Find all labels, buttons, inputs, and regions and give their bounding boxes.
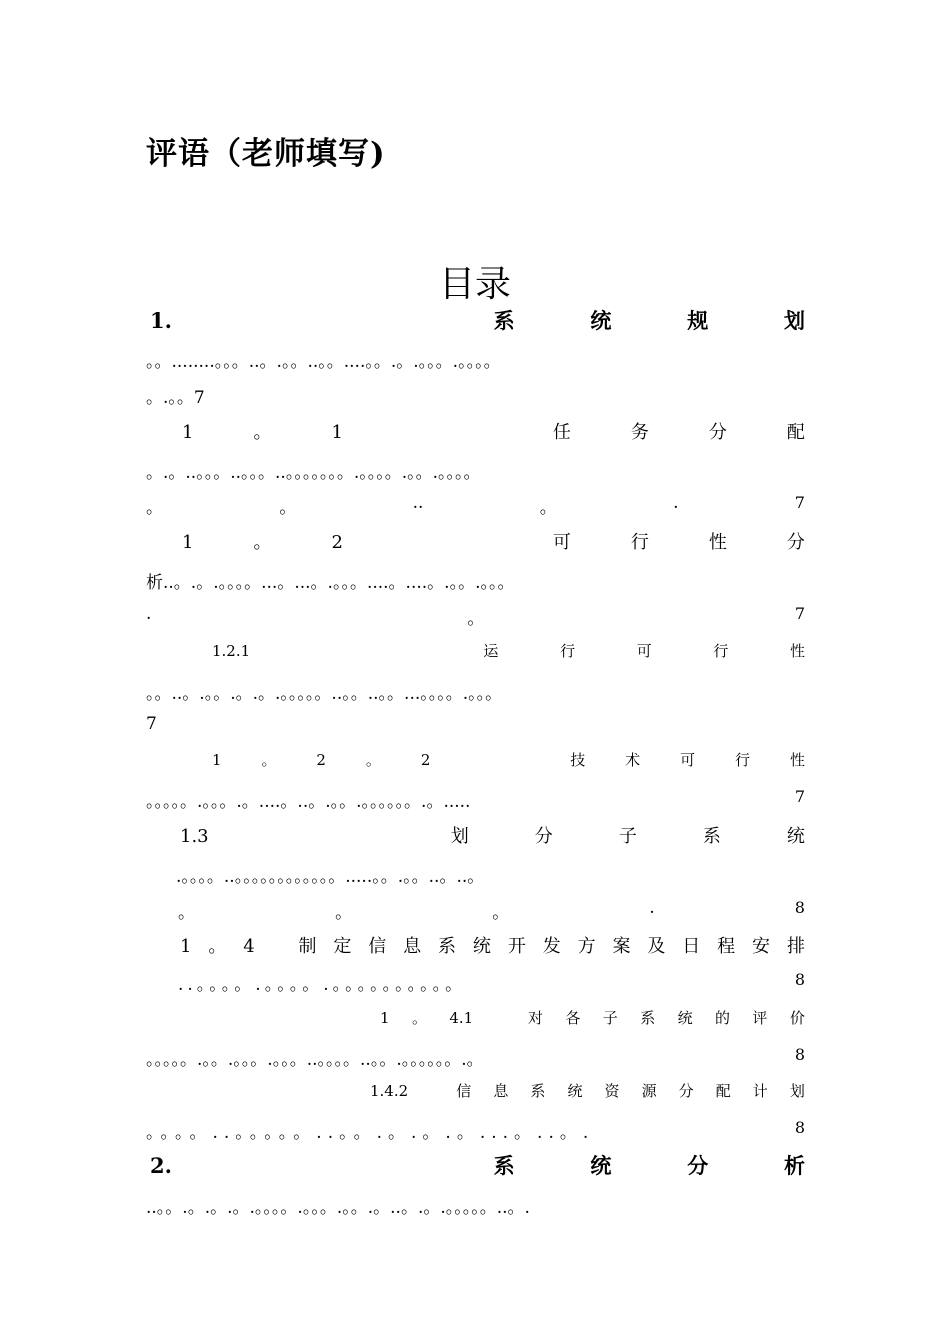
toc-entry-number: 。: [253, 422, 272, 443]
toc-entry-char: 性: [789, 642, 805, 660]
toc-page-number: 8: [794, 1045, 805, 1064]
toc-entry-char: 任: [552, 422, 571, 443]
toc-entry-char: 务: [630, 422, 649, 443]
toc-dot: 。: [492, 903, 510, 923]
toc-entry-number: 。: [411, 1009, 427, 1027]
toc-leader-dots: ..。。。。.。。。。.。。。。。。。。。。: [178, 975, 467, 995]
toc-entry-char: 信: [368, 936, 387, 957]
toc-entry-char: 统: [786, 826, 805, 847]
toc-dot: 。: [467, 609, 485, 629]
toc-leader-dots: 。.。..。。。..。。。..。。。。。。。.。。。。.。。.。。。。: [146, 463, 481, 483]
toc-entry-char: 统: [567, 1082, 583, 1100]
toc-entry-char: 安: [752, 936, 771, 957]
toc-entry-char: 定: [333, 936, 352, 957]
toc-entry-char: 及: [647, 936, 666, 957]
toc-leader-dots-row: [146, 1118, 805, 1143]
toc-entry-char: 分: [678, 1082, 694, 1100]
toc-entry-char: 行: [713, 642, 729, 660]
toc-title: 目录: [438, 264, 511, 305]
toc-entry-char: 分: [786, 532, 805, 553]
toc-entry-char: 统: [677, 1009, 693, 1027]
toc-leader-dots-row: [146, 1045, 805, 1070]
toc-entry-1-2[interactable]: [182, 528, 805, 554]
toc-entry-char: 配: [715, 1082, 731, 1100]
toc-leader-dots-row: [146, 787, 805, 812]
toc-entry-char: 规: [687, 308, 709, 333]
toc-entry-char: 统: [590, 1153, 612, 1178]
toc-entry-char: 息: [493, 1082, 509, 1100]
toc-entry-number: 1.4.2: [370, 1082, 409, 1100]
toc-dot: 。: [178, 903, 195, 923]
toc-dot: 。: [539, 498, 557, 518]
toc-entry-number: 1.2.1: [212, 642, 251, 660]
toc-entry-char: 资: [604, 1082, 620, 1100]
toc-entry-char: 可: [636, 642, 652, 660]
toc-entry-char: 系: [702, 826, 721, 847]
toc-entry-char: 系: [438, 936, 457, 957]
toc-entry-1-4-1[interactable]: [380, 1007, 805, 1028]
toc-entry-char: 评: [752, 1009, 768, 1027]
toc-leader-dots: 。。........。。。..。.。。..。。....。。.。.。。。.。。。。: [146, 352, 501, 372]
toc-entry-char: 系: [640, 1009, 656, 1027]
toc-entry-number: 。: [253, 532, 272, 553]
toc-dot: .: [673, 493, 679, 513]
toc-entry-number: 。: [208, 936, 227, 957]
toc-entry-2-title[interactable]: [150, 1150, 805, 1180]
toc-page-number: 7: [146, 714, 157, 734]
toc-page-number: 7: [794, 604, 805, 623]
toc-entry-char: 系: [493, 308, 515, 333]
toc-entry-number: 1: [180, 936, 192, 957]
toc-dot: 。: [335, 903, 353, 923]
toc-dot: 。: [146, 498, 163, 518]
toc-entry-char: 案: [612, 936, 631, 957]
toc-entry-1-1[interactable]: [182, 418, 805, 444]
toc-entry-1-3[interactable]: [180, 822, 805, 848]
toc-leader-dots-row: [146, 493, 805, 518]
toc-dot: .: [649, 898, 655, 918]
toc-entry-1-2-1[interactable]: [212, 640, 805, 661]
comment-heading: 评语（老师填写): [146, 136, 386, 172]
toc-dot: 。: [279, 498, 297, 518]
toc-entry-char: 程: [717, 936, 736, 957]
toc-entry-char: 排: [786, 936, 805, 957]
toc-entry-char: 的: [715, 1009, 731, 1027]
toc-dot: .: [146, 604, 152, 624]
toc-entry-1-4-2[interactable]: [370, 1080, 805, 1101]
toc-entry-char: 统: [590, 308, 612, 333]
toc-entry-char: 性: [789, 751, 805, 769]
toc-entry-char: 行: [735, 751, 751, 769]
toc-entry-number: 2.: [150, 1153, 172, 1178]
toc-entry-char: 行: [560, 642, 576, 660]
toc-entry-number: 1: [380, 1009, 390, 1027]
toc-leader-dots: .。。。。..。。。。。。。。。。。。.....。。.。。..。..。: [176, 867, 485, 887]
toc-entry-char: 运: [483, 642, 499, 660]
toc-entry-number: 。: [261, 751, 277, 769]
toc-entry-number: 2: [420, 751, 431, 769]
toc-page-number: 。.。。7: [146, 388, 205, 408]
toc-entry-number: 1: [331, 422, 343, 443]
toc-entry-char: 开: [507, 936, 526, 957]
toc-leader-dots: 。。。。..。。。。。..。。.。.。.。...。..。.: [146, 1123, 595, 1143]
toc-entry-number: 4: [243, 936, 255, 957]
toc-entry-char: 制: [298, 936, 317, 957]
toc-entry-char: 日: [682, 936, 701, 957]
toc-entry-number: 1.3: [180, 826, 209, 847]
toc-entry-1-title[interactable]: [150, 305, 805, 335]
toc-entry-char: 方: [577, 936, 596, 957]
toc-entry-char: 术: [625, 751, 641, 769]
toc-dot: ..: [412, 493, 424, 513]
toc-entry-char: 系: [493, 1153, 515, 1178]
toc-entry-number: 2: [331, 532, 343, 553]
toc-entry-char: 分: [534, 826, 553, 847]
toc-entry-number: 4.1: [449, 1009, 474, 1027]
toc-entry-char: 子: [618, 826, 637, 847]
toc-page-number: 7: [794, 787, 805, 806]
toc-entry-1-2-2[interactable]: [212, 749, 805, 770]
toc-entry-char: 各: [565, 1009, 581, 1027]
toc-entry-char: 分: [708, 422, 727, 443]
toc-entry-char: 划: [789, 1082, 805, 1100]
toc-entry-char: 配: [786, 422, 805, 443]
toc-page-number: 8: [794, 898, 805, 917]
toc-entry-number: 。: [365, 751, 381, 769]
toc-entry-number: 1: [182, 532, 194, 553]
toc-entry-char: 信: [456, 1082, 472, 1100]
toc-entry-char: 计: [752, 1082, 768, 1100]
toc-entry-char: 对: [527, 1009, 543, 1027]
toc-entry-char: 划: [784, 308, 805, 333]
toc-entry-char: 发: [542, 936, 561, 957]
toc-leader-dots: 。。。。。.。。。.。....。..。.。。.。。。。。。.。.....: [146, 792, 471, 812]
toc-entry-char: 价: [789, 1009, 805, 1027]
toc-entry-char: 可: [680, 751, 696, 769]
toc-entry-char: 统: [472, 936, 491, 957]
toc-leader-dots: 。。..。.。。.。.。.。。。。。..。。..。。...。。。。.。。。: [146, 684, 503, 704]
toc-entry-number: 1: [182, 422, 194, 443]
toc-entry-char: 划: [450, 826, 469, 847]
toc-entry-char: 析: [784, 1153, 805, 1178]
toc-entry-char: 可: [552, 532, 571, 553]
toc-leader-dots: 析..。.。.。。。。...。...。.。。。....。....。.。。.。。。: [146, 573, 515, 593]
toc-entry-char: 息: [403, 936, 422, 957]
toc-page-number: 8: [794, 970, 805, 989]
toc-page-number: 8: [794, 1118, 805, 1137]
toc-entry-char: 源: [641, 1082, 657, 1100]
toc-entry-number: 1.: [150, 308, 172, 333]
toc-entry-char: 系: [530, 1082, 546, 1100]
toc-entry-number: 2: [316, 751, 326, 769]
toc-entry-number: 1: [212, 751, 222, 769]
toc-entry-1-4[interactable]: [180, 932, 805, 958]
toc-leader-dots: ..。。.。.。.。.。。。。.。。。.。。.。..。.。.。。。。。..。.: [146, 1198, 530, 1218]
toc-entry-char: 分: [687, 1153, 709, 1178]
toc-entry-char: 子: [602, 1009, 618, 1027]
toc-leader-dots-row: [178, 898, 805, 923]
toc-leader-dots: 。。。。。.。。.。。。.。。。..。。。。..。。.。。。。。。.。: [146, 1050, 484, 1070]
toc-leader-dots-row: [146, 604, 805, 629]
toc-page-number: 7: [794, 493, 805, 512]
toc-leader-dots-row: [178, 970, 805, 995]
toc-entry-char: 行: [630, 532, 649, 553]
toc-entry-char: 技: [570, 751, 586, 769]
toc-entry-char: 性: [708, 532, 727, 553]
